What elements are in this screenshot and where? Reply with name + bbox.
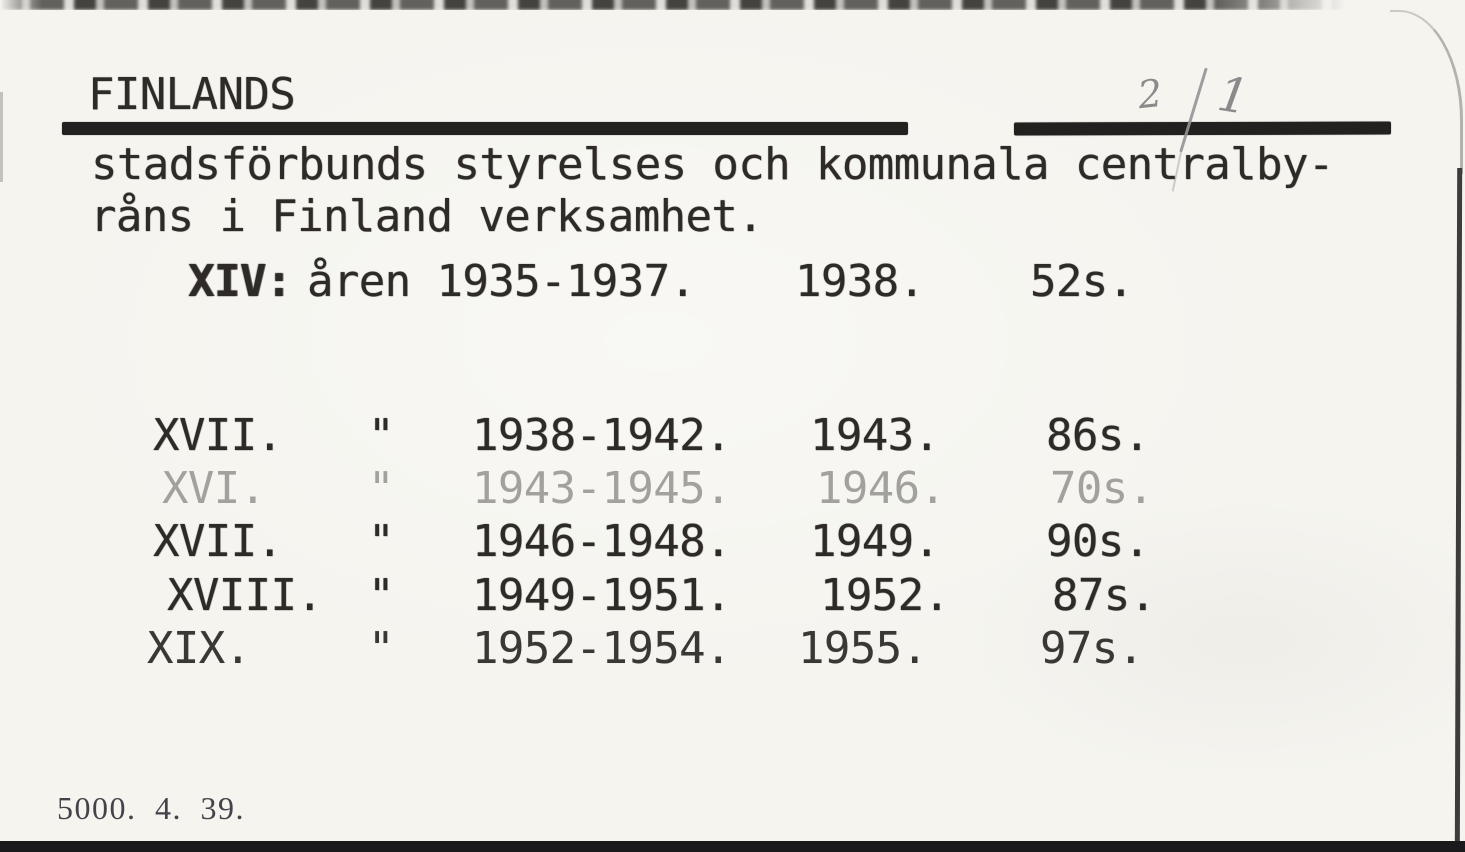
row-volume: XIX. [147, 623, 251, 674]
row-published: 1952. [820, 570, 950, 621]
left-edge-mark [0, 92, 3, 182]
top-scan-smudge [0, 0, 1400, 10]
row-pages: 86s. [1046, 410, 1150, 461]
row-years: 1943-1945. [472, 463, 731, 514]
row-ditto-mark: " [368, 463, 394, 514]
table-row [0, 410, 1465, 464]
row-pages: 97s. [1040, 623, 1144, 674]
card-corner-curve [1390, 10, 1463, 174]
title-line-2: råns i Finland verksamhet. [90, 191, 764, 242]
row-years: 1949-1951. [472, 570, 731, 621]
first-entry-label: åren 1935-1937. [307, 256, 696, 307]
bottom-scan-edge [0, 841, 1465, 852]
row-volume: XVIII. [167, 570, 323, 621]
row-published: 1946. [816, 463, 946, 514]
row-volume: XVI. [162, 463, 266, 514]
table-row [0, 516, 1465, 570]
row-volume: XVII. [153, 410, 283, 461]
pencil-annotation-digit: 2 [1135, 70, 1165, 118]
row-published: 1955. [798, 623, 928, 674]
row-published: 1943. [810, 410, 940, 461]
table-row [0, 463, 1465, 517]
row-ditto-mark: " [368, 516, 394, 567]
pencil-annotation-digit: 1 [1213, 65, 1253, 127]
row-years: 1938-1942. [472, 410, 731, 461]
row-pages: 90s. [1046, 516, 1150, 567]
row-ditto-mark: " [368, 410, 394, 461]
row-years: 1946-1948. [472, 516, 731, 567]
print-shop-imprint: 5000. 4. 39. [57, 790, 245, 826]
row-ditto-mark: " [368, 623, 394, 674]
first-entry-volume: XIV: [188, 256, 292, 307]
row-ditto-mark: " [368, 570, 394, 621]
row-years: 1952-1954. [472, 623, 731, 674]
table-row [0, 570, 1465, 624]
table-row [0, 623, 1465, 677]
title-line-1: stadsförbunds styrelses och kommunala centralby- [91, 139, 1334, 190]
heading-rule-right [1014, 122, 1391, 136]
row-volume: XVII. [153, 516, 283, 567]
first-entry-pages: 52s. [1030, 256, 1134, 307]
card-heading: FINLANDS [88, 69, 296, 120]
row-pages: 87s. [1052, 570, 1156, 621]
heading-rule-left [62, 122, 908, 135]
row-published: 1949. [810, 516, 940, 567]
first-entry-published: 1938. [795, 256, 925, 307]
row-pages: 70s. [1050, 463, 1154, 514]
